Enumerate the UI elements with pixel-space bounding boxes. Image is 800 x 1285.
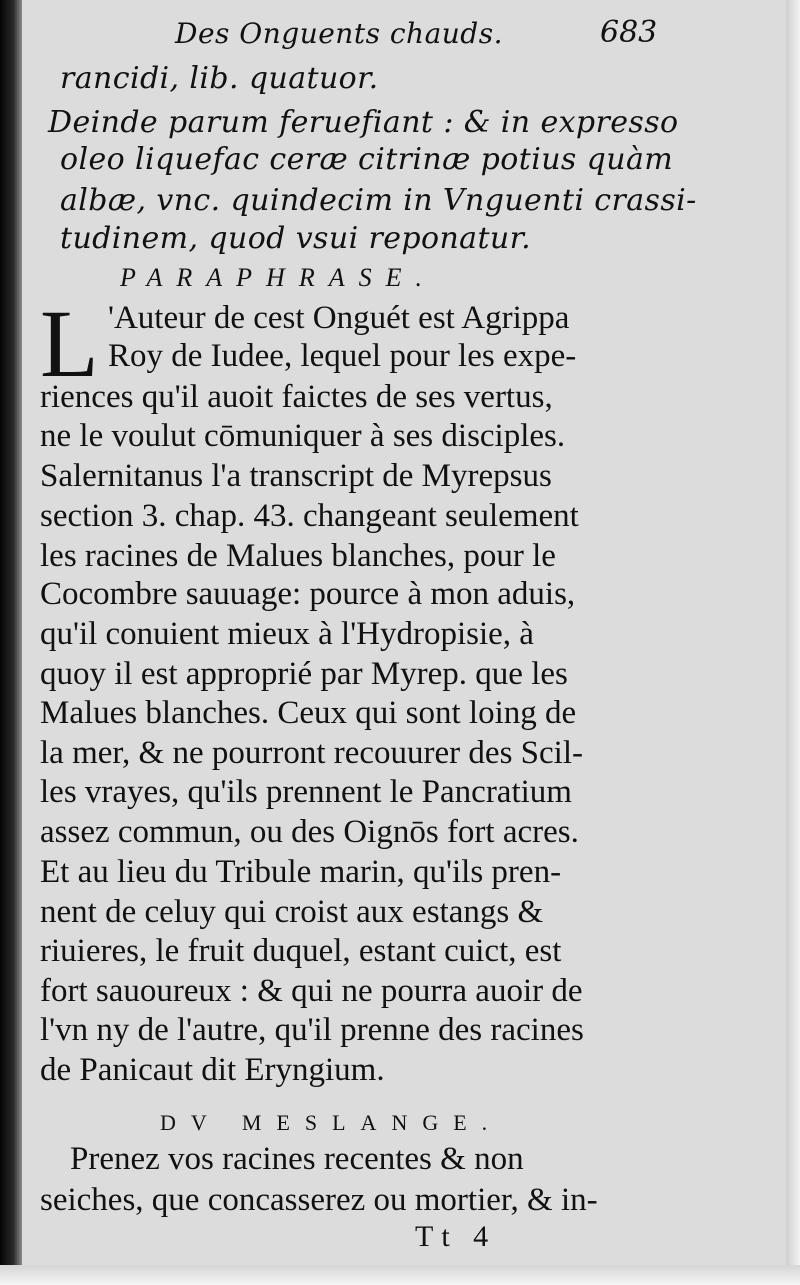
section-heading-paraphrase: PARAPHRASE.: [120, 263, 436, 292]
body-line: Et au lieu du Tribule marin, qu'ils pren-: [40, 854, 562, 890]
page-gutter: [0, 0, 22, 1285]
body-line: seiches, que concasserez ou mortier, & in-: [40, 1182, 598, 1218]
latin-line: Deinde parum feruefiant : & in expresso: [48, 105, 679, 140]
body-line: l'vn ny de l'autre, qu'il prenne des racines: [40, 1012, 584, 1048]
body-line: Cocombre sauuage: pource à mon aduis,: [40, 576, 576, 612]
page-number: 683: [600, 15, 658, 50]
body-line: quoy il est approprié par Myrep. que les: [40, 656, 568, 692]
body-line: nent de celuy qui croist aux estangs &: [40, 894, 544, 930]
page-bottom-edge: [0, 1265, 800, 1285]
body-line: Roy de Iudee, lequel pour les expe-: [108, 338, 577, 374]
body-line: Salernitanus l'a transcript de Myrepsus: [40, 458, 552, 494]
signature-mark: Tt 4: [415, 1220, 497, 1253]
body-line: de Panicaut dit Eryngium.: [40, 1052, 385, 1088]
latin-line: oleo liquefac ceræ citrinæ potius quàm: [60, 142, 674, 177]
drop-capital: L: [40, 290, 99, 397]
body-line: les vrayes, qu'ils prennent le Pancratium: [40, 774, 572, 810]
latin-line: rancidi, lib. quatuor.: [60, 61, 379, 96]
latin-line: tudinem, quod vsui reponatur.: [60, 221, 532, 256]
latin-line: albæ, vnc. quindecim in Vnguenti crassi-: [60, 183, 697, 218]
body-line: Prenez vos racines recentes & non: [70, 1141, 524, 1177]
body-line: riences qu'il auoit faictes de ses vertus,: [40, 379, 553, 415]
body-line: riuieres, le fruit duquel, estant cuict, est: [40, 933, 562, 969]
body-line: ne le voulut cōmuniquer à ses disciples.: [40, 418, 566, 454]
body-line: section 3. chap. 43. changeant seulement: [40, 498, 579, 534]
body-line: la mer, & ne pourront recouurer des Scil-: [40, 735, 583, 771]
body-line: qu'il conuient mieux à l'Hydropisie, à: [40, 616, 534, 652]
running-header-title: Des Onguents chauds.: [175, 17, 503, 50]
body-line: les racines de Malues blanches, pour le: [40, 538, 556, 574]
page-edge: [786, 0, 800, 1285]
body-line: Malues blanches. Ceux qui sont loing de: [40, 695, 577, 731]
body-line: 'Auteur de cest Onguét est Agrippa: [108, 300, 570, 336]
body-line: assez commun, ou des Oignōs fort acres.: [40, 814, 579, 850]
body-line: fort sauoureux : & qui ne pourra auoir de: [40, 973, 583, 1009]
section-heading-meslange: DV MESLANGE.: [160, 1110, 503, 1135]
